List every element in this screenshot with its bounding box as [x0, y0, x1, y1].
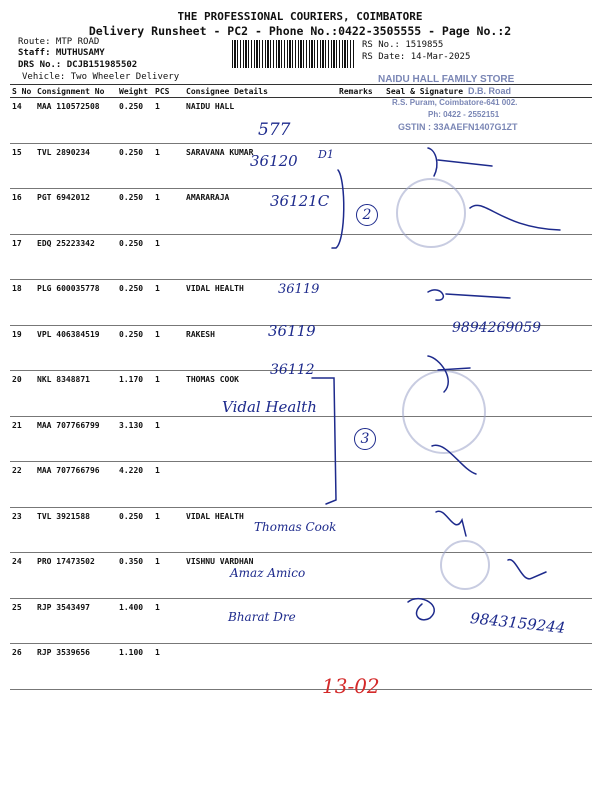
cell-pcs: 1 — [153, 644, 184, 690]
cell-weight: 0.250 — [117, 325, 153, 371]
cell-consignment: MAA 707766799 — [35, 416, 117, 462]
col-weight: Weight — [117, 85, 153, 98]
cell-weight: 0.250 — [117, 234, 153, 280]
cell-sno: 23 — [10, 507, 35, 553]
cell-consignee: VIDAL HEALTH — [184, 280, 337, 326]
cell-pcs: 1 — [153, 234, 184, 280]
signature-mark — [508, 560, 546, 579]
cell-weight: 0.250 — [117, 143, 153, 189]
cell-pcs: 1 — [153, 462, 184, 508]
handwritten-note: 36119 — [278, 282, 320, 297]
cell-weight: 0.250 — [117, 507, 153, 553]
cell-weight: 3.130 — [117, 416, 153, 462]
signature-mark — [428, 356, 470, 392]
cell-sno: 16 — [10, 189, 35, 235]
cell-weight: 0.250 — [117, 98, 153, 144]
handwritten-note: 36112 — [270, 362, 315, 378]
cell-consignment: MAA 707766796 — [35, 462, 117, 508]
handwritten-note: D1 — [318, 148, 334, 161]
cell-consignment: EDQ 25223342 — [35, 234, 117, 280]
staff: Staff: MUTHUSAMY — [18, 48, 105, 58]
route: Route: MTP ROAD — [18, 37, 100, 47]
cell-consignment: PLG 600035778 — [35, 280, 117, 326]
cell-consignee: AMARARAJA — [184, 189, 337, 235]
cell-pcs: 1 — [153, 189, 184, 235]
cell-pcs: 1 — [153, 143, 184, 189]
col-consignee: Consignee Details — [184, 85, 337, 98]
cell-consignment: RJP 3543497 — [35, 598, 117, 644]
cell-consignee: SARAVANA KUMAR — [184, 143, 337, 189]
handwritten-phone: 9894269059 — [452, 320, 542, 336]
stamp-gstin: GSTIN : 33AAEFN1407G1ZT — [398, 122, 518, 132]
cell-weight: 0.250 — [117, 189, 153, 235]
handwritten-note: Amaz Amico — [230, 566, 306, 580]
cell-pcs: 1 — [153, 371, 184, 417]
stamp-name: NAIDU HALL FAMILY STORE — [378, 74, 515, 85]
signature-mark — [428, 290, 510, 300]
cell-consignee: VISHNU VARDHAN — [184, 553, 337, 599]
stamp-city: R.S. Puram, Coimbatore-641 002. — [392, 98, 518, 107]
cell-sno: 14 — [10, 98, 35, 144]
handwritten-note: 577 — [258, 120, 291, 140]
cell-sno: 26 — [10, 644, 35, 690]
handwritten-note: 36121C — [270, 192, 330, 210]
cell-sno: 17 — [10, 234, 35, 280]
cell-consignee: THOMAS COOK — [184, 371, 337, 417]
cell-sno: 20 — [10, 371, 35, 417]
runsheet-title: Delivery Runsheet - PC2 - Phone No.:0422-3505555 - Page No.:2 — [88, 24, 512, 38]
cell-weight: 4.220 — [117, 462, 153, 508]
cell-weight: 0.350 — [117, 553, 153, 599]
stamp-phone: Ph: 0422 - 2552151 — [428, 110, 500, 119]
bracket-mark — [332, 170, 344, 248]
handwritten-note: 36120 — [250, 152, 298, 170]
cell-consignment: NKL 8348871 — [35, 371, 117, 417]
circled-number: 3 — [354, 428, 376, 450]
handwritten-note: Bharat Dre — [228, 610, 296, 624]
bracket-mark — [312, 378, 336, 504]
col-seal: Seal & Signature — [384, 85, 592, 98]
drs-no: DRS No.: DCJB151985502 — [18, 60, 138, 70]
cell-consignee: VIDAL HEALTH — [184, 507, 337, 553]
cell-pcs: 1 — [153, 98, 184, 144]
cell-weight: 1.400 — [117, 598, 153, 644]
circled-number: 2 — [356, 204, 378, 226]
cell-consignment: TVL 2890234 — [35, 143, 117, 189]
col-consignment: Consignment No — [35, 85, 117, 98]
company-name: THE PROFESSIONAL COURIERS, COIMBATORE — [177, 10, 423, 23]
cell-pcs: 1 — [153, 598, 184, 644]
cell-sno: 18 — [10, 280, 35, 326]
cell-consignee: RAKESH — [184, 325, 337, 371]
cell-consignee: NAIDU HALL — [184, 98, 337, 144]
cell-sno: 25 — [10, 598, 35, 644]
cell-pcs: 1 — [153, 280, 184, 326]
cell-sno: 19 — [10, 325, 35, 371]
signature-mark — [436, 511, 466, 536]
cell-consignment: MAA 110572508 — [35, 98, 117, 144]
cell-pcs: 1 — [153, 507, 184, 553]
cell-sno: 21 — [10, 416, 35, 462]
signature-mark — [408, 599, 434, 620]
cell-weight: 1.170 — [117, 371, 153, 417]
cell-consignment: PRO 17473502 — [35, 553, 117, 599]
handwritten-phone: 9843159244 — [469, 609, 567, 637]
col-sno: S No — [10, 85, 35, 98]
handwritten-note: Vidal Health — [222, 398, 317, 416]
cell-sno: 24 — [10, 553, 35, 599]
rs-no: RS No.: 1519855 — [362, 40, 444, 50]
cell-sno: 15 — [10, 143, 35, 189]
cell-consignment: RJP 3539656 — [35, 644, 117, 690]
cell-consignment: PGT 6942012 — [35, 189, 117, 235]
vehicle: Vehicle: Two Wheeler Delivery — [22, 72, 180, 82]
handwritten-date: 13-02 — [322, 674, 380, 698]
cell-weight: 0.250 — [117, 280, 153, 326]
cell-sno: 22 — [10, 462, 35, 508]
cell-consignment: TVL 3921588 — [35, 507, 117, 553]
stamp-address: D.B. Road — [468, 86, 512, 96]
handwritten-note: 36119 — [268, 322, 316, 340]
col-pcs: PCS — [153, 85, 184, 98]
cell-pcs: 1 — [153, 325, 184, 371]
signature-mark — [432, 445, 476, 474]
rs-date: RS Date: 14-Mar-2025 — [362, 52, 471, 62]
signature-mark — [428, 148, 492, 176]
col-remarks: Remarks — [337, 85, 384, 98]
cell-pcs: 1 — [153, 416, 184, 462]
cell-weight: 1.100 — [117, 644, 153, 690]
signature-mark — [470, 205, 560, 230]
cell-consignment: VPL 406384519 — [35, 325, 117, 371]
handwritten-note: Thomas Cook — [254, 520, 337, 534]
cell-pcs: 1 — [153, 553, 184, 599]
